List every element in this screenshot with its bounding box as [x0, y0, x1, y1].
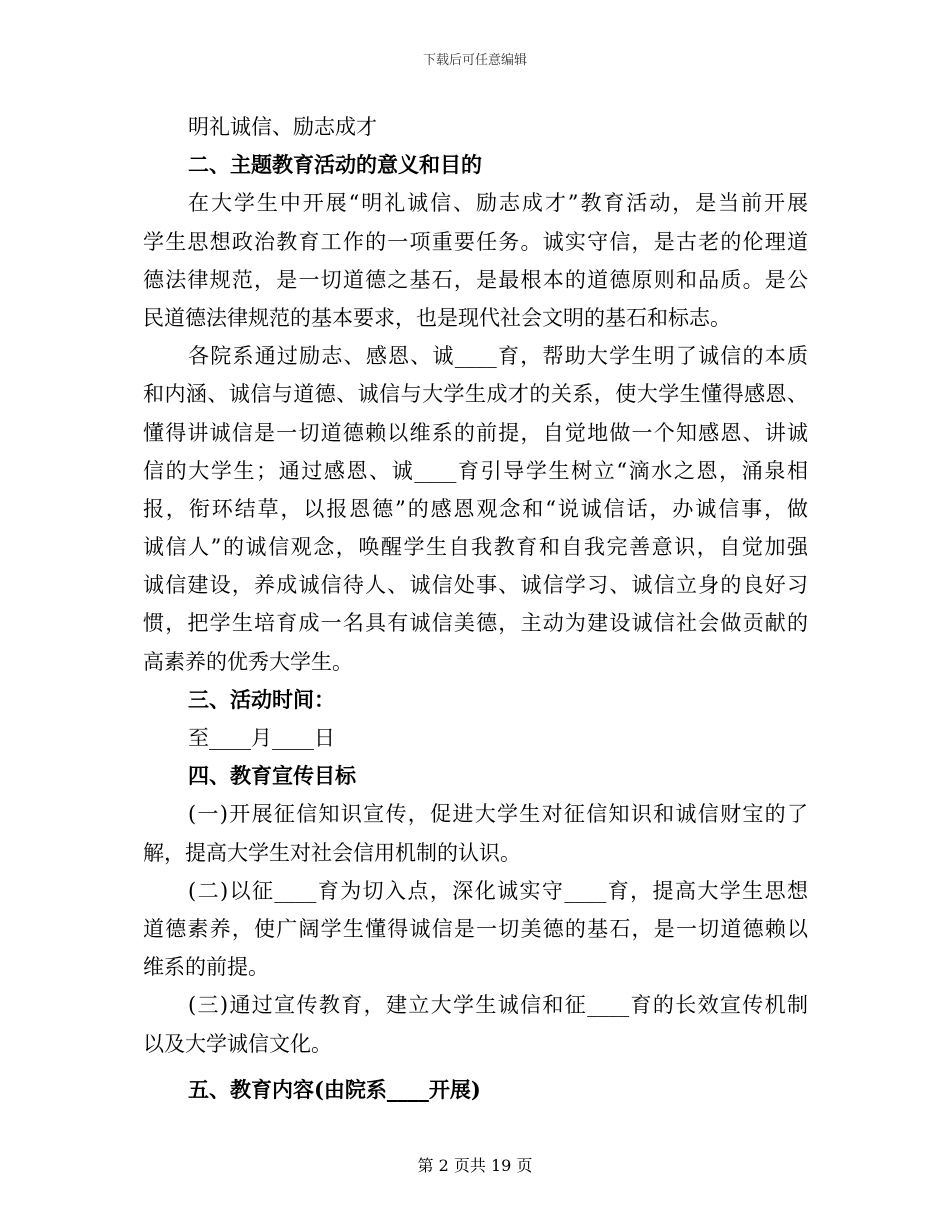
body-line: (三)通过宣传教育，建立大学生诚信和征____育的长效宣传机制 — [188, 993, 808, 1018]
body-line: 道德素养，使广阔学生懂得诚信是一切美德的基石，是一切道德赖以 — [143, 916, 808, 941]
body-line: 至____月____日 — [188, 726, 335, 750]
body-line: 懂得讲诚信是一切道德赖以维系的前提，自觉地做一个知感恩、讲诚 — [143, 420, 808, 445]
body-line: 诚信建设，养成诚信待人、诚信处事、诚信学习、诚信立身的良好习 — [143, 573, 808, 598]
body-line: 在大学生中开展“明礼诚信、励志成才”教育活动，是当前开展 — [188, 191, 808, 216]
body-line: 各院系通过励志、感恩、诚____育，帮助大学生明了诚信的本质 — [188, 344, 808, 369]
body-line: (一)开展征信知识宣传，促进大学生对征信知识和诚信财宝的了 — [188, 802, 808, 827]
body-line: 报，衔环结草，以报恩德”的感恩观念和“说诚信话，办诚信事，做 — [143, 496, 808, 521]
body-line: 和内涵、诚信与道德、诚信与大学生成才的关系，使大学生懂得感恩、 — [143, 382, 808, 407]
body-line: 德法律规范，是一切道德之基石，是最根本的道德原则和品质。是公 — [143, 267, 808, 292]
body-line: 维系的前提。 — [143, 955, 269, 980]
section-heading: 五、教育内容(由院系____开展) — [188, 1076, 481, 1102]
body-line: 以及大学诚信文化。 — [143, 1031, 332, 1056]
body-line: 高素养的优秀大学生。 — [143, 649, 353, 674]
document-body — [143, 108, 808, 1109]
body-line: 学生思想政治教育工作的一项重要任务。诚实守信，是古老的伦理道 — [143, 229, 808, 254]
page-number: 第 2 页共 19 页 — [417, 1156, 533, 1175]
body-line: 信的大学生；通过感恩、诚____育引导学生树立“滴水之恩，涌泉相 — [143, 458, 808, 483]
body-line: 明礼诚信、励志成才 — [188, 115, 377, 139]
body-line: 诚信人”的诚信观念，唤醒学生自我教育和自我完善意识，自觉加强 — [143, 535, 808, 560]
section-heading: 三、活动时间： — [188, 686, 335, 712]
body-line: (二)以征____育为切入点，深化诚实守____育，提高大学生思想 — [188, 878, 808, 903]
page-header-note: 下载后可任意编辑 — [422, 53, 527, 68]
section-heading: 二、主题教育活动的意义和目的 — [188, 152, 482, 178]
body-line: 惯，把学生培育成一名具有诚信美德，主动为建设诚信社会做贡献的 — [143, 611, 808, 636]
body-line: 解，提高大学生对社会信用机制的认识。 — [143, 840, 521, 865]
body-line: 民道德法律规范的基本要求，也是现代社会文明的基石和标志。 — [143, 305, 731, 330]
section-heading: 四、教育宣传目标 — [188, 763, 356, 789]
